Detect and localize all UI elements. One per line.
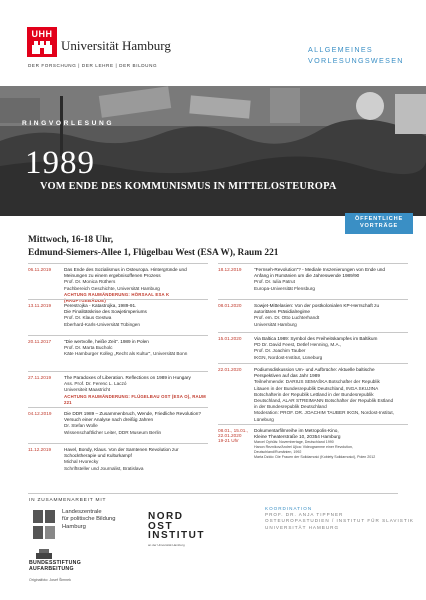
entry-speaker: Prof. Dr. Klaus Gestwa xyxy=(64,315,112,321)
landeszentrale-name xyxy=(62,509,116,531)
entry-time: 19-21 Uhr xyxy=(218,438,239,443)
nordost-institut-logo xyxy=(148,512,205,541)
entry-participants: in der Bundesrepublik Deutschland xyxy=(254,404,327,410)
entry-title: The Paradoxes of Liberation. Reflections on 1989 in Hungary xyxy=(64,375,191,380)
entry-title: Anfang in Rumänien um die Jahreswende 1989/90 xyxy=(254,273,360,279)
bundesstiftung-logo-icon xyxy=(36,549,52,559)
entry-title: Podiumsdiskussion Um- und Aufbrüche: Aktuelle baltische xyxy=(254,367,375,372)
entry-title: Das Ende des Sozialismus in Osteuropa. Hintergründe und xyxy=(64,267,187,272)
entry-speaker: Prof. Dr. Marta Bucholc xyxy=(64,345,113,351)
entry-date: 08.01.2020 xyxy=(218,303,242,308)
entry-participants: Teilnehmende: DARIUS SEMAŠKA Botschafter der Republik xyxy=(254,379,380,385)
series-title xyxy=(308,45,404,66)
program-entry xyxy=(218,332,408,363)
entry-moderation: Moderation: PROF. DR. JOACHIM TAUBER IKGN, Nordost-Institut, xyxy=(254,410,394,416)
entry-affiliation: Schriftsteller und Journalist, Bratislava xyxy=(64,465,144,471)
program-entry xyxy=(28,443,208,475)
entry-speaker: PD Dr. David Feest, Detlef Henning, M.A., xyxy=(254,342,342,348)
entry-affiliation: Eberhard-Karls-Universität Tübingen xyxy=(64,321,140,327)
no-line-3: INSTITUT xyxy=(148,530,205,541)
coordinator-university: UNIVERSITÄT HAMBURG xyxy=(265,524,340,530)
entry-speaker: Michal Hvorecky xyxy=(64,459,99,465)
castle-gate-icon xyxy=(32,41,52,54)
entry-title: Schocktherapie und Kulturkampf xyxy=(64,453,132,459)
entry-title: Perspektiven auf das Jahr 1989 xyxy=(254,373,320,379)
no-line-1: NORD xyxy=(148,511,184,522)
program-entry xyxy=(28,407,208,443)
entry-date: 20.11.2017 xyxy=(28,339,52,344)
entry-title: Sowjet-Mittelasien: Von der postkolonialen KP-Herrschaft zu xyxy=(254,303,380,308)
logo-letters: UHH xyxy=(31,29,53,39)
entry-date: 06.11.2019 xyxy=(28,267,52,272)
film-item: Deutschland/Rumänien, 1992 xyxy=(254,450,302,455)
entry-affiliation: Fachbereich Geschichte, Universität Hamburg xyxy=(64,285,160,291)
film-item: Marta Dzido: Die Frauen der Solidarność (Kobiety Solidarności), Polen 2012 xyxy=(254,455,376,460)
university-name: Universität Hamburg xyxy=(61,38,171,53)
program-entry xyxy=(218,299,408,332)
entry-title: Havel, Bondy, Klaus. Von der Samtenen Revolution zur xyxy=(64,447,179,452)
entry-affiliation: Käte Hamburger Kolleg „Recht als Kultur", Universität Bonn xyxy=(64,351,188,357)
entry-speaker: Prof. em. Dr. Otto Luchterhandt xyxy=(254,315,320,321)
entry-title: Versuch einer Analyse nach dreißig Jahren xyxy=(64,417,154,423)
entry-title: Via Baltica 1989: Symbol des Freiheitskampfes im Baltikum xyxy=(254,336,378,341)
photo-credit: Originalfoto: Josef Šimnek xyxy=(29,578,71,582)
series-line-1: ALLGEMEINES xyxy=(308,45,374,54)
entry-speaker: Prof. Dr. Monica Rüthers xyxy=(64,279,116,285)
entry-date: 13.11.2019 xyxy=(28,303,52,308)
entry-title: Die DDR 1989 – Zusammenbruch, Wende, Friedliche Revolution? xyxy=(64,411,201,416)
entry-date xyxy=(218,428,248,443)
entry-participants: Litauen in der Bundesrepublik Deutschland, INGA SKUJINA xyxy=(254,385,379,391)
entry-affiliation: Wissenschaftlicher Leiter, DDR Museum Berlin xyxy=(64,429,162,435)
entry-title: "Die wertvolle, heiße Zeit". 1989 in Polen xyxy=(64,339,149,344)
entry-speaker: Dr. Stefan Wolle xyxy=(64,423,98,429)
entry-date: 15.01.2020 xyxy=(218,336,242,341)
entry-date: 18.12.2019 xyxy=(218,267,242,272)
uhh-logo xyxy=(27,27,57,57)
entry-title: Dokumentarfilmreihe im Metropolis-Kino, xyxy=(254,428,339,433)
header xyxy=(0,0,426,86)
program-entry xyxy=(218,263,408,299)
program-entry xyxy=(28,263,208,304)
entry-room-note: ACHTUNG RAUMÄNDERUNG: HÖRSAAL ESA K (HAUPTGEBÄUDE) xyxy=(64,291,170,304)
lz-line-1: Landeszentrale xyxy=(62,509,102,515)
entry-date-line: 22.01.2020 xyxy=(218,433,242,438)
entry-title: autoritären Präsidialregime xyxy=(254,309,311,315)
badge-line-1: ÖFFENTLICHE xyxy=(355,216,403,222)
coordinator-name: PROF. DR. ANJA TIPPNER xyxy=(265,512,344,518)
coordination-block xyxy=(265,506,414,531)
entry-room-note: ACHTUNG RAUMÄNDERUNG: FLÜGELBAU OST (ESA O), RAUM 221 xyxy=(64,393,206,405)
lz-line-2: für politische Bildung xyxy=(62,516,116,523)
entry-participants: Deutschland, ALAR STREIMANN Botschafter der Republik Estland xyxy=(254,398,394,404)
entry-title: Meinungen zu einem ergebnisoffenen Prozess xyxy=(64,273,161,279)
entry-affiliation: IKGN, Nordost-Institut, Lüneburg xyxy=(254,354,323,360)
bs-line-1: BUNDESSTIFTUNG xyxy=(29,560,82,566)
coordinator-institute: OSTEUROPASTUDIEN / INSTITUT FÜR SLAVISTIK xyxy=(265,518,414,524)
entry-participants: Botschafterin der Republik Lettland in der Bundesrepublik xyxy=(254,391,374,397)
university-tagline: DER FORSCHUNG | DER LEHRE | DER BILDUNG xyxy=(28,63,158,68)
entry-title: "Fernseh-Revolution"? - Mediale Inszenierungen von Ende und xyxy=(254,267,386,272)
program-entry xyxy=(28,335,208,371)
program-left-column xyxy=(28,263,208,475)
entry-title: Perestrojka - Katastrojka, 1989-91. xyxy=(64,303,137,308)
venue-time: Mittwoch, 16-18 Uhr, xyxy=(28,235,114,245)
lz-line-3: Hamburg xyxy=(62,523,86,530)
venue-location: Edmund-Siemers-Allee 1, Flügelbau West (ESA W), Raum 221 xyxy=(28,247,279,258)
entry-affiliation: Universität Hamburg xyxy=(254,321,297,327)
footer-divider xyxy=(28,493,398,494)
venue-info xyxy=(28,234,278,259)
no-line-2: OST xyxy=(148,520,174,532)
hero-subtitle: VOM ENDE DES KOMMUNISMUS IN MITTELOSTEUROPA xyxy=(40,181,337,192)
program-entry xyxy=(218,424,408,472)
entry-date: 04.12.2019 xyxy=(28,411,52,416)
badge-line-2: VORTRÄGE xyxy=(359,223,399,229)
entry-date: 11.12.2019 xyxy=(28,447,52,452)
entry-affiliation: Europa-Universität Flensburg xyxy=(254,285,315,291)
entry-speaker: Ass. Prof. Dr. Ferenc L. Laczó xyxy=(64,381,127,387)
entry-moderation: Lüneburg xyxy=(254,416,274,422)
entry-speaker: Prof. Dr. Iulia Patrut xyxy=(254,279,295,285)
bundesstiftung-name xyxy=(29,560,81,573)
program-entry xyxy=(28,371,208,407)
public-lectures-badge xyxy=(345,213,413,234)
entry-title: Die Finalitätskrise des Sowjetimperiums xyxy=(64,309,147,315)
entry-date: 22.01.2020 xyxy=(218,367,242,372)
film-item: Marcel Ophüls: Novembertage, Deutschland 1990 xyxy=(254,440,334,445)
entry-address: Kleine Theaterstraße 10, 20354 Hamburg xyxy=(254,434,341,440)
year-title: 1989 xyxy=(25,145,95,181)
film-item: Hanon Reznikov/Andrei Ujica: Videogramme einer Revolution, xyxy=(254,445,354,450)
nordost-institut-sub: an der Universität Hamburg xyxy=(148,543,185,547)
landeszentrale-logo-icon xyxy=(33,510,55,540)
ringvorlesung-label: RINGVORLESUNG xyxy=(22,120,115,127)
coordination-label: KOORDINATION xyxy=(265,506,313,511)
bs-line-2: AUFARBEITUNG xyxy=(29,566,74,573)
program-right-column xyxy=(218,263,408,472)
program-entry xyxy=(28,299,208,335)
series-line-2: VORLESUNGSWESEN xyxy=(308,55,404,65)
entry-date: 27.11.2019 xyxy=(28,375,52,380)
program-entry xyxy=(218,363,408,424)
entry-affiliation: Universiteit Maastricht xyxy=(64,387,111,393)
entry-speaker: Prof. Dr. Joachim Tauber xyxy=(254,348,306,354)
cooperation-label: IN ZUSAMMENARBEIT MIT xyxy=(29,498,107,503)
entry-date-line: 08.01., 15.01., xyxy=(218,428,248,433)
